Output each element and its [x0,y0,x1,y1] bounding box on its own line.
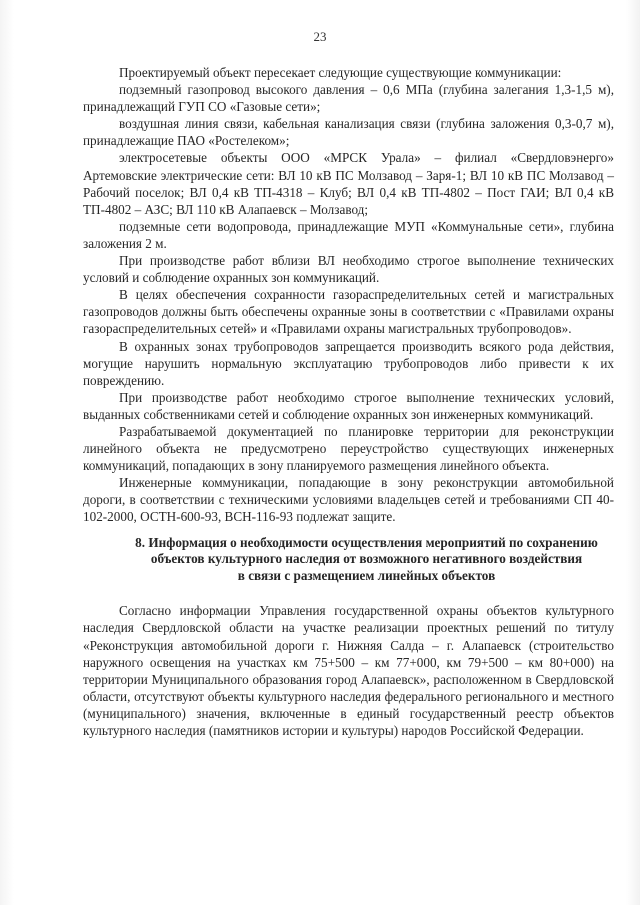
section-heading [83,535,614,585]
paragraph-gas-pipeline: подземный газопровод высокого давления – 0,6 МПа (глубина залегания 1,3-1,5 м), принадлежащий ГУП СО «Газовые сети»; [83,82,614,115]
page-number: 23 [313,29,327,44]
paragraph-power-grid: электросетевые объекты ООО «МРСК Урала» – филиал «Свердловэнерго» Артемовские электрические сети: ВЛ 10 кВ ПС Молзавод – Заря-1; ВЛ 10 кВ ПС Молзавод – Рабочий поселок; ВЛ 0,4 кВ ТП-4318 – Клуб; ВЛ 0,4 кВ ТП-4802 – Пост ГАИ; ВЛ 0,4 кВ ТП-4802 – АЗС; ВЛ 110 кВ Алапаевск – Молзавод; [83,150,614,217]
paragraph-water-supply: подземные сети водопровода, принадлежащие МУП «Коммунальные сети», глубина заложения 2 м. [83,218,614,251]
paragraph-cultural-heritage: Согласно информации Управления государственной охраны объектов культурного наследия Свердловской области на участке реализации проектных решений по титулу «Реконструкция автомобильной дороги г. Нижняя Салда – г. Алапаевск (строительство наружного освещения на участках км 75+500 – км 77+000, км 79+500 – км 80+000) на территории Муниципального образования город Алапаевск», расположенном в Свердловской области, отсутствуют объекты культурного наследия федерального регионального и местного (муниципального) значения, включенные в единый государственный реестр объектов культурного наследия (памятников истории и культуры) народов Российской Федерации. [83,603,614,738]
paragraph-protection-zones: В целях обеспечения сохранности газораспределительных сетей и магистральных газопроводов должны быть обеспечены охранные зоны в соответствии с «Правилами охраны газораспределительных сетей» и «Правилами охраны магистральных трубопроводов». [83,287,614,337]
paragraph-intersections: Проектируемый объект пересекает следующие существующие коммуникации: [119,65,562,80]
paragraph-no-relocation: Разрабатываемой документацией по планировке территории для реконструкции линейного объекта не предусмотрено переустройство существующих инженерных коммуникаций, попадающих в зону планируемого размещения линейного объекта. [83,423,614,474]
document-body [83,64,614,739]
paragraph-protection-required: Инженерные коммуникации, попадающие в зону реконструкции автомобильной дороги, в соответствии с техническими условиями владельцев сетей и требованиями СП 40-102-2000, ОСТН-600-93, ВСН-116-93 подлежат защите. [83,475,614,525]
section-heading-line-2: объектов культурного наследия от возможного негативного воздействия [150,551,583,567]
paragraph-communication-line: воздушная линия связи, кабельная канализация связи (глубина заложения 0,3-0,7 м), принадлежащие ПАО «Ростелеком»; [83,116,614,149]
paragraph-power-line-works: При производстве работ вблизи ВЛ необходимо строгое выполнение технических условий и соблюдение охранных зон коммуникаций. [83,253,614,286]
paragraph-prohibited-actions: В охранных зонах трубопроводов запрещается производить всякого рода действия, могущие нарушить нормальную эксплуатацию трубопроводов либо привести к их повреждению. [83,338,614,388]
section-heading-line-3: в связи с размещением линейных объектов [237,567,496,583]
paragraph-technical-conditions: При производстве работ необходимо строгое выполнение технических условий, выданных собственниками сетей и соблюдение охранных зон инженерных коммуникаций. [83,389,614,422]
section-heading-line-1: 8. Информация о необходимости осуществления мероприятий по сохранению [135,534,598,550]
